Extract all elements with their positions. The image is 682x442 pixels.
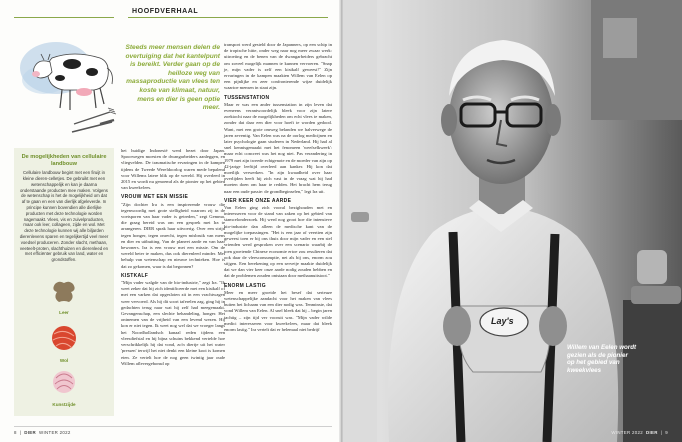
silk-icon	[50, 368, 78, 396]
subheading: TUSSENSTATION	[224, 94, 270, 101]
header-rule-left	[14, 17, 114, 18]
subheading: VIER KEER ONZE AARDE	[224, 197, 292, 204]
paragraph: het huidige Indonesië werd bezet door Japan. Spoorwegen moesten de dwangarbeiders aanleggen, en vliegvelden. De traumatische ervaringen in de kampen tijdens de Tweede Wereldoorlog waren mede bepalend voor Willems latere blik op de wereld. Hij overleed in 2015 en wordt nu genoemd als de pionier op het gebied van kweekvlees.	[121, 148, 225, 191]
paragraph: "Zijn dochter Ira is een inspirerende vrouw die tegenwoordig met grote stelligheid waarom zij in de voetsporen van haar vader is getreden," zegt Gemma, die graag bereid was om een gesprek met Ira te arrangeren. DIER sprak haar uitvoerig. Over een strijd tegen honger, tegen onrecht, tegen misbruik van mens en dier en uitbuiting. Van de planeet aarde en van haar bewoners. Ira is een vrouw met een missie. Om de wereld beter te maken, dus ook dierenleed minder. Met behulp van wetenschap en nieuwe technieken. Hoe is dat zo gekomen, waar is dat begonnen?	[121, 201, 225, 269]
cow-cutlery-icon	[14, 28, 122, 140]
article-column-b	[121, 148, 225, 368]
material-wool	[34, 324, 94, 363]
paragraph: transport werd gesteld door de Japanners, op een schip in de tropische hitte, onder weg naar nog meer zwaar werk: uitroeiing en de benen van de dwangarbeiders gebracht om zoveel mogelijk mannen te kunnen vervoeren. "Snap je, mijn vader is zelf een kistkalf geweest!" Zijn ervaringen in de kampen maakten Willem van Eelen op een pijnlijke en zeer confronterende wijze duidelijk waartoe mensen in staat zijn.	[224, 42, 332, 91]
cow-illustration	[14, 28, 122, 140]
paragraph: Maar er was een ander tussenstation in zijn leven dat eveneens verantwoordelijk bleek voor zijn latere zoektocht naar de mogelijkheden om echt vlees te maken, zonder dat daar een dier voor hoeft te worden gedood. Want, met een grote omweg belanden we halverwege de jaren zeventig. Van Eelen was na de oorlog medicijnen en later psychologie gaan studeren in Nederland. Hij had al snel kennisgemaakt met het fenomeen 'weefselkweek': maar echt concreet was het nog niet. Pas verandering in 1979 met zijn tweede echtgenote en de moeder van zijn op 42-jarige leeftijd overleed aan kanker. Hij kon dat moeilijk verwerken. "In zijn kwaadheid over haar overlijden heeft hij zich vast in de vraag wat hij had moeten doen om haar te redden. Het bracht hem terug naar een oude passie: de grondbeginselen," legt Ira uit.	[224, 101, 332, 194]
sidebar-body: Cellulaire landbouw begint met een firuijt in kleine dieren-celletjes. De gebruikt met een wetenschappelijk en kan je daarna onderstaande producten mee maken. Volgens de wetenschap is het de mogelijkheid om dat af te gaan en een van dierlijk afgeleverde. In principe kunnen bovendien alle dierlijke producten met deze technologie worden nagemaakt. Vlees, vis en zuivelproducten, maar ook leer, collageen, zijde en wol. Met deze technologie kunnen wij alle biljarden dierenlevens sparen en tegelijkertijd veel meer voedsel produceren. Zonder slacht, methaan, veeteelt-proten, slachthuizen en dierenleed en met efficiënter gebruik van land, water en grondstoffen.	[19, 170, 109, 263]
magazine-brand: DIER	[24, 430, 36, 435]
material-label: Wol	[59, 358, 69, 363]
issue-season: WINTER 2022	[611, 430, 643, 435]
page-number: 9	[665, 430, 668, 435]
portrait-photo	[341, 0, 682, 442]
section-label: HOOFDVERHAAL	[132, 8, 199, 15]
material-label: Kunstzijde	[52, 402, 76, 407]
spread-gutter	[339, 0, 343, 442]
pull-quote: Steeds meer mensen delen de overtuiging dat het kantelpunt is bereikt. Verder gaan op de heilloze weg van massaproductie van vlees ten koste van klimaat, natuur, mens en dier is geen optie meer.	[125, 44, 220, 112]
paragraph: "Mijn vader walgde van de bio-industrie," zegt Ira. "Ik weet zeker dat hij zich identificeerde met een kistkalf of met een varken dat opgesloten zit in een vrachtwagen weer vervoerd. Als hij dit soort taferelen zag, ging hij in gedachten terug naar wat hij zelf had meegemaakt. Gevangenschap, een slechte behandeling, honger. Het ontnemen van de vrijheid van een levend wezen. Hij kon er niet tegen. Ik weet nog wel dat we vroeger langs het Noordhollandsch kanaal reden tijdens een vleesdiefstal en hij bijna schuins bekkend vertelde hoe verschrikkelijk hij dat vond, zo'n diertje uit het water 'pressen' terwijl het niet denkt een kleine kooi is komen eten. Ze vertelt hoe de nog geen twintig jaar oude Willem aflevergebonsd op	[121, 280, 225, 366]
footer-right: WINTER 2022 DIER | 9	[611, 430, 668, 435]
paragraph: Van Eelen ging zich vooral bezighouden met en interesseren voor de stand van zaken op het gebied van stamcelonderzoek. Hij werd nog groot hoe die intensieve bio-industrie dan alleen de medische kant van de mogelijke toepassingen. "Het is een jaar of veertien zijn geweest toen er bij ons thuis door mijn vader en een stel vrienden werd gesproken over een scenario waarbij de toen groeiende Chinese economie ertoe zou resulteren dat ook daar de vleesconsumptie, net als bij ons, enorm zou stijgen. Een berekening op een servetje maakte duidelijk dat we dan vier keer onze aarde nodig zouden hebben en dat de problemen zouden ontstaan door methaanuitstoot."	[224, 205, 332, 279]
page-number: 8	[14, 430, 17, 435]
issue-season: WINTER 2022	[39, 430, 71, 435]
sidebar-box	[14, 148, 114, 416]
subheading: KISTKALF	[121, 272, 149, 279]
right-page-photo	[341, 0, 682, 442]
subheading: VROUW MET EEN MISSIE	[121, 194, 189, 201]
photo-caption: Willem van Eelen wordt gezien als de pionier op het gebied van kweekvlees	[567, 344, 637, 374]
material-leather	[34, 280, 94, 315]
header-rule	[128, 17, 328, 18]
sidebar-title: De mogelijkheden van cellulaire landbouw	[21, 154, 107, 167]
subheading: ENORM LASTIG	[224, 282, 266, 289]
article-column-a	[224, 42, 332, 334]
material-label: Leer	[59, 310, 69, 315]
material-silk	[34, 368, 94, 407]
leather-icon	[51, 280, 77, 304]
footer-left: 8 | DIER WINTER 2022	[14, 430, 71, 435]
wool-icon	[50, 324, 78, 352]
chip-bag-label: Lay's	[491, 316, 514, 326]
paragraph: Meer en meer groeide het besef dat serieuze wetenschappelijke aandacht voor het maken van vlees buiten het lichaam van een dier nodig was. Tenminste, dat vond Willem van Eelen. Al snel bleek dat hij – begin jaren tachtig – zijn tijd ver vooruit was. "Mijn vader wilde medici interesseren voor kweekvlees, maar dat bleek enorm lastig." Ira vertelt dat er helemaal niet bedrijf	[224, 289, 332, 332]
magazine-brand: DIER	[646, 430, 658, 435]
footer-rule	[14, 426, 332, 427]
